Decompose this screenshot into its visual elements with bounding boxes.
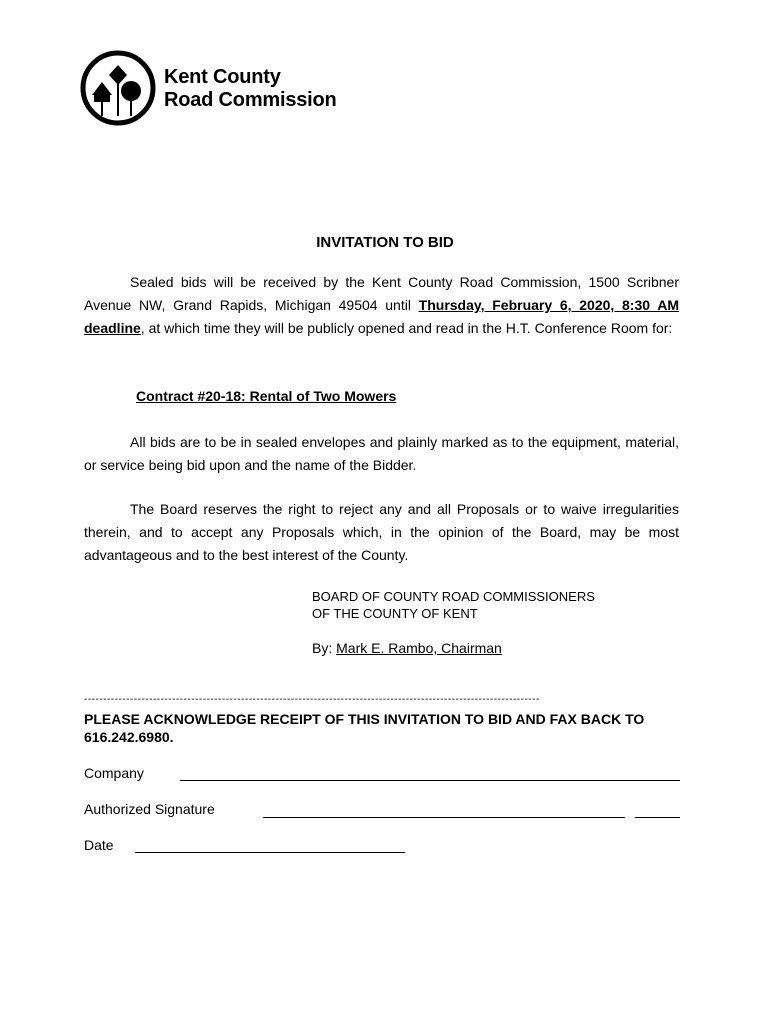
logo-line-2: Road Commission	[164, 89, 337, 111]
envelope-paragraph	[84, 431, 679, 477]
board-line-2: OF THE COUNTY OF KENT	[312, 606, 478, 621]
logo	[78, 48, 378, 128]
board-rights-paragraph	[84, 498, 679, 567]
divider: -----------------------------------------------------------------------------------------------------------------------	[84, 694, 540, 705]
authorized-signature-extra-field[interactable]	[635, 817, 680, 818]
authorized-signature-label: Authorized Signature	[84, 801, 215, 817]
document-title: INVITATION TO BID	[316, 234, 454, 251]
date-label: Date	[84, 837, 114, 853]
signature-prefix: By:	[312, 640, 337, 656]
logo-line-1: Kent County	[164, 66, 281, 88]
contract-heading: Contract #20-18: Rental of Two Mowers	[136, 388, 397, 404]
board-block	[312, 588, 595, 622]
intro-paragraph	[84, 271, 679, 340]
intro-text-1: Sealed bids will be received by the Kent County Road Commission, 1500 Scribner Avenue NW, Grand Rapids, Michigan 49504 until	[84, 274, 679, 313]
authorized-signature-field[interactable]	[263, 817, 625, 818]
signature-line	[312, 640, 502, 656]
envelope-text: All bids are to be in sealed envelopes and plainly marked as to the equipment, material, or service being bid upon and the name of the Bidder.	[84, 434, 679, 473]
date-field[interactable]	[135, 852, 405, 853]
bid-deadline: Thursday, February 6, 2020, 8:30 AM deadline	[84, 297, 679, 336]
intro-text-2: , at which time they will be publicly opened and read in the H.T. Conference Room for:	[140, 320, 673, 336]
board-line-1: BOARD OF COUNTY ROAD COMMISSIONERS	[312, 589, 595, 604]
kent-county-emblem-icon	[78, 48, 158, 128]
acknowledge-notice: PLEASE ACKNOWLEDGE RECEIPT OF THIS INVITATION TO BID AND FAX BACK TO 616.242.6980.	[84, 711, 645, 745]
logo-wordmark	[164, 66, 337, 112]
company-label: Company	[84, 765, 144, 781]
company-field[interactable]	[180, 780, 680, 781]
signatory-name: Mark E. Rambo, Chairman	[336, 640, 502, 656]
board-rights-text: The Board reserves the right to reject any and all Proposals or to waive irregularities therein, and to accept any Proposals which, in the opinion of the Board, may be most advantageous and to the best interest of the County.	[84, 501, 679, 563]
